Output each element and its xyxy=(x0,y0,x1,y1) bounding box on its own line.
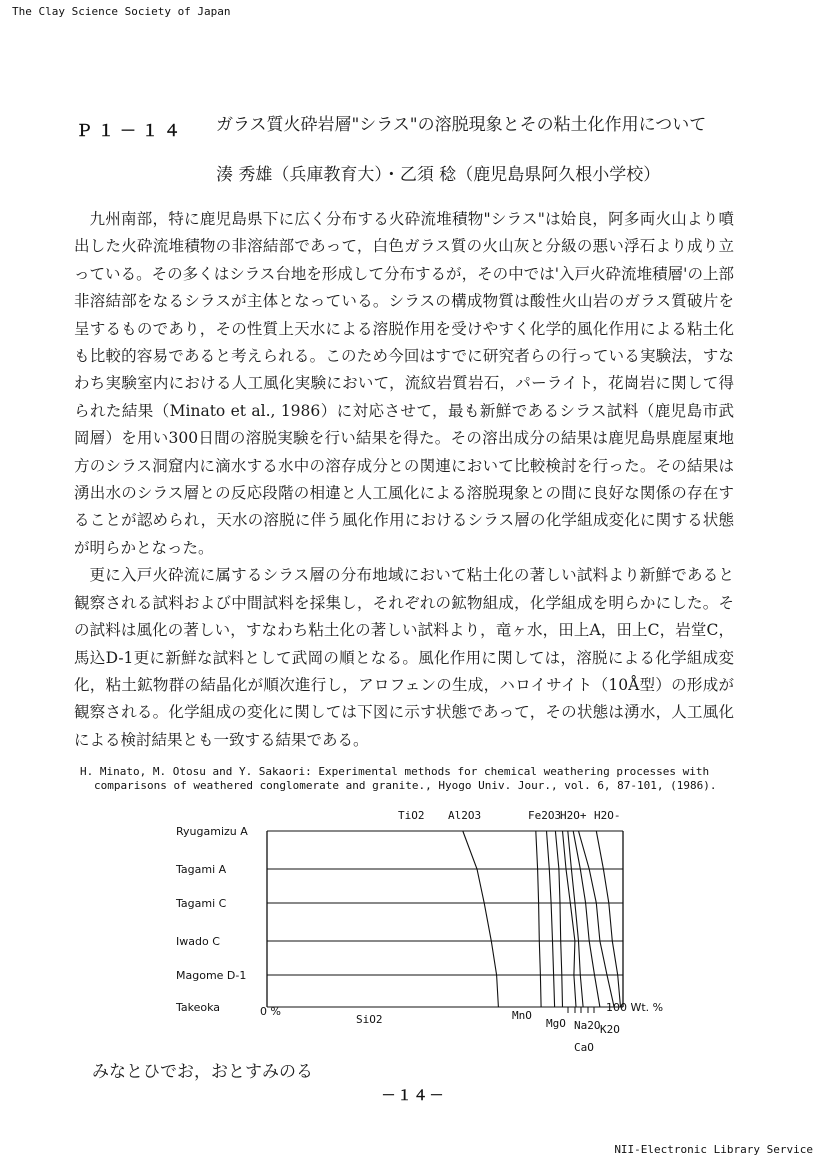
axis-start-label: 0 % xyxy=(260,1005,281,1018)
oxide-label-top: H2O+ xyxy=(560,809,587,822)
sample-label: Tagami A xyxy=(176,863,227,876)
paragraph: 九州南部，特に鹿児島県下に広く分布する火砕流堆積物"シラス"は姶良，阿多両火山より噴出した火砕流堆積物の非溶結部であって，白色ガラス質の火山灰と分級の悪い浮石より成り立っている。その多くはシラス台地を形成して分布するが，その中では'入戸火砕流堆積層'の上部非溶結部をなるシラスが主体となっている。シラスの構成物質は酸性火山岩のガラス質破片を呈するものであり，その性質上天水による溶脱作用を受けやすく化学的風化作用による粘土化も比較的容易であると考えられる。このため今回はすでに研究者らの行っている実験法，すなわち実験室内における人工風化実験において，流紋岩質岩石，パーライト，花崗岩に関して得られた結果（Minato et al., 1986）に対応させて，最も新鮮であるシラス試料（鹿児島市武岡層）を用い300日間の溶脱実験を行い結果を得た。その溶出成分の結果は鹿児島県鹿屋東地方のシラス洞窟内に滴水する水中の溶存成分との関連において比較検討を行った。その結果は湧出水のシラス層との反応段階の相違と人工風化による溶脱現象との間に良好な関係の存在することが認められ，天水の溶脱に伴う風化作用におけるシラス層の化学組成変化に関する状態が明らかとなった。 xyxy=(74,210,734,557)
page-number: －１４－ xyxy=(381,1088,446,1104)
paper-title: ガラス質火砕岩層"シラス"の溶脱現象とその粘土化作用について xyxy=(216,115,707,135)
oxide-label-top: TiO2 xyxy=(398,809,425,822)
library-footer: NII-Electronic Library Service xyxy=(614,1143,813,1156)
handwritten-signature: みなとひでお，おとすみのる xyxy=(92,1062,313,1082)
oxide-boundary-line xyxy=(579,831,615,1007)
oxide-label-bottom: Na2O xyxy=(574,1019,601,1032)
oxide-label-top: Fe2O3 xyxy=(528,809,562,822)
journal-header: The Clay Science Society of Japan xyxy=(12,5,231,18)
oxide-boundary-line xyxy=(555,831,562,1007)
sample-label: Ryugamizu A xyxy=(176,825,248,838)
oxide-label-top: H2O- xyxy=(594,809,621,822)
oxide-boundary-line xyxy=(563,831,577,1007)
sample-label: Takeoka xyxy=(176,1001,221,1014)
reference-line: H. Minato, M. Otosu and Y. Sakaori: Experimental methods for chemical weathering processes with xyxy=(80,765,710,778)
oxide-label-bottom: SiO2 xyxy=(356,1013,383,1026)
oxide-label-bottom: MnO xyxy=(512,1009,532,1022)
reference xyxy=(80,765,760,793)
sample-label: Iwado C xyxy=(176,935,220,948)
oxide-boundary-line xyxy=(536,831,541,1007)
sample-label: Magome D-1 xyxy=(176,969,247,982)
oxide-boundary-line xyxy=(463,831,499,1007)
chart-svg xyxy=(160,795,670,1055)
oxide-label-bottom: MgO xyxy=(546,1017,566,1030)
author-line: 湊 秀雄（兵庫教育大）・乙須 稔（鹿児島県阿久根小学校） xyxy=(216,165,661,185)
oxide-boundary-line xyxy=(547,831,555,1007)
paper-id: Ｐ１－１４ xyxy=(76,121,187,140)
oxide-label-bottom: CaO xyxy=(574,1041,594,1054)
abstract-body xyxy=(74,206,734,754)
oxide-label-top: Al2O3 xyxy=(448,809,482,822)
composition-chart xyxy=(160,795,670,1059)
reference-line: comparisons of weathered conglomerate and granite., Hyogo Univ. Jour., vol. 6, 87-101, (1986). xyxy=(94,779,717,792)
paragraph: 更に入戸火砕流に属するシラス層の分布地域において粘土化の著しい試料より新鮮であると観察される試料および中間試料を採集し，それぞれの鉱物組成，化学組成を明らかにした。その試料は風化の著しい，すなわち粘土化の著しい試料より，竜ヶ水，田上A，田上C，岩堂C，馬込D-1更に新鮮な試料として武岡の順となる。風化作用に関しては，溶脱による化学組成変化，粘土鉱物群の結晶化が順次進行し，アロフェンの生成，ハロイサイト（10Å型）の形成が観察される。化学組成の変化に関しては下図に示す状態であって，その状態は湧水，人工風化による検討結果とも一致する結果である。 xyxy=(74,566,734,749)
axis-end-label: 100 Wt. % xyxy=(606,1001,664,1014)
oxide-boundary-line xyxy=(573,831,600,1007)
oxide-boundary-line xyxy=(568,831,583,1007)
oxide-label-bottom: K2O xyxy=(600,1023,620,1036)
sample-label: Tagami C xyxy=(176,897,227,910)
